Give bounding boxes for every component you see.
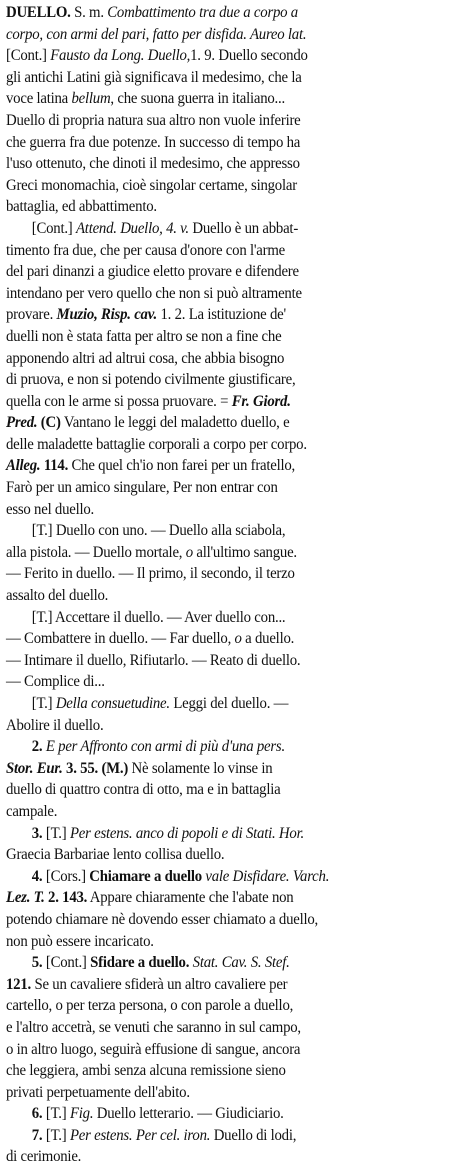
entry-text: quella con le arme si possa pruovare. = bbox=[6, 392, 232, 410]
entry-text: cartello, o per terza persona, o con parole a duello, bbox=[6, 997, 294, 1015]
entry-line bbox=[6, 693, 466, 715]
entry-line bbox=[6, 499, 466, 521]
entry-text: Nè solamente lo vinse in bbox=[128, 759, 273, 777]
entry-line bbox=[6, 412, 466, 434]
entry-text: l'uso ottenuto, che dinoti il medesimo, che appresso bbox=[6, 155, 300, 173]
entry-text: potendo chiamare nè dovendo esser chiamato a duello, bbox=[6, 910, 319, 928]
entry-text: Duello è un abbat- bbox=[188, 219, 299, 237]
entry-text: Fig. bbox=[69, 1105, 94, 1123]
entry-text: assalto del duello. bbox=[6, 587, 109, 605]
entry-text: 6. bbox=[31, 1105, 43, 1123]
entry-text: a duello. bbox=[241, 630, 295, 648]
entry-text: [T.] bbox=[42, 1105, 70, 1123]
entry-line bbox=[6, 844, 466, 866]
entry-line bbox=[6, 715, 466, 737]
entry-text: duelli non è stata fatta per altro se non a fine che bbox=[6, 327, 282, 345]
entry-text: gli antichi Latini già significava il medesimo, che la bbox=[6, 68, 302, 86]
entry-line bbox=[6, 1060, 466, 1082]
entry-line bbox=[6, 304, 466, 326]
entry-text: Abolire il duello. bbox=[6, 716, 104, 734]
entry-line bbox=[6, 110, 466, 132]
entry-line bbox=[6, 88, 466, 110]
entry-line bbox=[6, 1017, 466, 1039]
entry-line bbox=[6, 628, 466, 650]
entry-line bbox=[6, 1146, 466, 1168]
entry-text: 1. 2. La istituzione de' bbox=[156, 306, 286, 324]
entry-text: battaglia, ed abbattimento. bbox=[6, 198, 157, 216]
entry-text: Sfidare a duello. bbox=[90, 954, 190, 972]
dictionary-entry-duello bbox=[6, 2, 466, 1168]
entry-text: di pruova, e non si potendo civilmente giustificare, bbox=[6, 371, 296, 389]
entry-text: Combattimento tra due a corpo a bbox=[107, 4, 298, 21]
entry-text: 2. bbox=[31, 738, 43, 756]
entry-text: [T.] bbox=[31, 695, 56, 712]
entry-line bbox=[6, 369, 466, 391]
entry-text: Alleg. bbox=[6, 457, 41, 475]
entry-text: Farò per un amico singulare, Per non entrar con bbox=[6, 479, 278, 497]
entry-text: — Ferito in duello. — Il primo, il secondo, il terzo bbox=[6, 565, 295, 583]
entry-text: provare. bbox=[6, 306, 57, 324]
entry-text: 121. bbox=[6, 975, 31, 993]
entry-line bbox=[6, 563, 466, 585]
entry-text: di cerimonie. bbox=[6, 1148, 82, 1166]
entry-line bbox=[6, 240, 466, 262]
entry-text: privati perpetuamente dell'abito. bbox=[6, 1083, 190, 1101]
entry-line bbox=[6, 1103, 466, 1125]
entry-line bbox=[6, 542, 466, 564]
entry-text: corpo, con armi del pari, fatto per disfida. Aureo lat. bbox=[6, 25, 307, 43]
entry-text: [Cont.] bbox=[31, 219, 76, 237]
entry-line bbox=[6, 779, 466, 801]
entry-line bbox=[6, 758, 466, 780]
entry-text: 3. 55. (M.) bbox=[62, 759, 129, 777]
entry-text: alla pistola. — Duello mortale, bbox=[6, 543, 186, 561]
entry-text: [T.] bbox=[42, 824, 70, 842]
entry-line bbox=[6, 391, 466, 413]
entry-text: 5. bbox=[31, 954, 43, 972]
entry-line bbox=[6, 650, 466, 672]
entry-text: che leggiera, ambi senza alcuna remissione sieno bbox=[6, 1062, 286, 1080]
entry-text: delle maladette battaglie corporali a corpo per corpo. bbox=[6, 435, 307, 453]
entry-text: [Cont.] bbox=[6, 47, 51, 65]
entry-text: 2. 143. bbox=[44, 889, 88, 907]
entry-line bbox=[6, 931, 466, 953]
entry-line bbox=[6, 24, 466, 46]
entry-text: campale. bbox=[6, 802, 58, 820]
entry-line bbox=[6, 132, 466, 154]
entry-text: all'ultimo sangue. bbox=[192, 543, 297, 561]
entry-text: 7. bbox=[31, 1126, 43, 1144]
entry-text: Attend. Duello, 4. v. bbox=[75, 219, 189, 237]
entry-line bbox=[6, 585, 466, 607]
entry-line bbox=[6, 974, 466, 996]
entry-line bbox=[6, 801, 466, 823]
entry-line bbox=[6, 477, 466, 499]
entry-line bbox=[6, 823, 466, 845]
entry-line bbox=[6, 607, 466, 629]
entry-text: Stat. Cav. S. Stef. bbox=[189, 954, 290, 972]
entry-text: — Complice di... bbox=[6, 673, 105, 691]
entry-text: Per estens. anco di popoli e di Stati. Hor. bbox=[69, 824, 304, 842]
entry-text: Chiamare a duello bbox=[89, 867, 202, 885]
entry-line bbox=[6, 520, 466, 542]
entry-line bbox=[6, 434, 466, 456]
entry-text: Per estens. Per cel. iron. bbox=[69, 1126, 211, 1144]
entry-text: E per Affronto con armi di più d'una pers. bbox=[42, 738, 285, 756]
entry-text: 3. bbox=[31, 824, 43, 842]
entry-line bbox=[6, 952, 466, 974]
entry-text: duello di quattro contra di otto, ma e in battaglia bbox=[6, 781, 281, 799]
entry-text: Leggi del duello. — bbox=[169, 695, 289, 712]
entry-line bbox=[6, 283, 466, 305]
entry-text: o bbox=[185, 543, 193, 561]
entry-text: — Intimare il duello, Rifiutarlo. — Reato di duello. bbox=[6, 651, 301, 669]
entry-text: del pari dinanzi a giudice eletto provare e difendere bbox=[6, 263, 299, 281]
entry-text: timento fra due, che per causa d'onore con l'arme bbox=[6, 241, 285, 259]
entry-line bbox=[6, 2, 466, 24]
entry-text: , che suona guerra in italiano... bbox=[110, 90, 285, 108]
entry-text: Muzio, Risp. cav. bbox=[56, 306, 157, 324]
entry-text: Della consuetudine. bbox=[55, 695, 170, 712]
entry-line bbox=[6, 261, 466, 283]
entry-line bbox=[6, 866, 466, 888]
entry-line bbox=[6, 736, 466, 758]
entry-text: Fausto da Long. Duello, bbox=[50, 47, 191, 65]
entry-text: Greci monomachia, cioè singolar certame, singolar bbox=[6, 176, 297, 194]
entry-text: o bbox=[234, 630, 242, 648]
entry-text: bellum bbox=[71, 90, 111, 108]
entry-line bbox=[6, 995, 466, 1017]
entry-line bbox=[6, 153, 466, 175]
entry-text: Lez. T. bbox=[6, 889, 45, 907]
entry-line bbox=[6, 1125, 466, 1147]
entry-line bbox=[6, 175, 466, 197]
entry-text: [Cors.] bbox=[42, 867, 90, 885]
entry-text: [T.] Duello con uno. — Duello alla sciabola, bbox=[31, 522, 286, 540]
entry-line bbox=[6, 909, 466, 931]
entry-line bbox=[6, 455, 466, 477]
entry-text: voce latina bbox=[6, 90, 72, 108]
entry-text: 114. bbox=[40, 457, 69, 475]
entry-text: Vantano le leggi del maladetto duello, e bbox=[60, 414, 290, 432]
headword: DUELLO. bbox=[6, 4, 71, 21]
entry-text: Pred. bbox=[6, 414, 38, 432]
entry-line bbox=[6, 45, 466, 67]
entry-text: Fr. Giord. bbox=[231, 392, 291, 410]
entry-text: Stor. Eur. bbox=[6, 759, 63, 777]
entry-text: non può essere incaricato. bbox=[6, 932, 154, 950]
entry-text: (C) bbox=[37, 414, 61, 432]
entry-text: Graecia Barbariae lento collisa duello. bbox=[6, 846, 225, 864]
entry-line bbox=[6, 326, 466, 348]
entry-line bbox=[6, 671, 466, 693]
entry-text: e l'altro accetrà, se venuti che saranno in sul campo, bbox=[6, 1018, 301, 1036]
entry-text: Appare chiaramente che l'abate non bbox=[87, 889, 294, 907]
entry-line bbox=[6, 348, 466, 370]
entry-text: Se un cavaliere sfiderà un altro cavaliere per bbox=[30, 975, 288, 993]
entry-text: 4. bbox=[31, 867, 43, 885]
entry-text: o in altro luogo, seguirà effusione di sangue, ancora bbox=[6, 1040, 301, 1058]
entry-text: che guerra fra due potenze. In successo di tempo ha bbox=[6, 133, 301, 151]
entry-line bbox=[6, 196, 466, 218]
entry-line bbox=[6, 218, 466, 240]
entry-text: Duello di propria natura sua altro non vuole inferire bbox=[6, 111, 301, 129]
entry-line bbox=[6, 1082, 466, 1104]
entry-text: [T.] Accettare il duello. — Aver duello con... bbox=[31, 608, 286, 626]
entry-line bbox=[6, 67, 466, 89]
entry-text: S. m. bbox=[70, 4, 108, 21]
entry-line bbox=[6, 887, 466, 909]
entry-text: 1. 9. Duello secondo bbox=[190, 47, 308, 65]
entry-text: vale Disfidare. Varch. bbox=[201, 867, 330, 885]
entry-text: [Cont.] bbox=[42, 954, 91, 972]
entry-text: Duello di lodi, bbox=[210, 1126, 297, 1144]
entry-line bbox=[6, 1039, 466, 1061]
entry-text: — Combattere in duello. — Far duello, bbox=[6, 630, 235, 648]
entry-text: [T.] bbox=[42, 1126, 70, 1144]
entry-text: esso nel duello. bbox=[6, 500, 95, 518]
entry-text: apponendo altri ad altrui cosa, che abbia bisogno bbox=[6, 349, 285, 367]
entry-text: Duello letterario. — Giudiciario. bbox=[93, 1105, 284, 1123]
entry-text: intendano per vero quello che non si può altramente bbox=[6, 284, 302, 302]
entry-text: Che quel ch'io non farei per un fratello, bbox=[68, 457, 296, 475]
